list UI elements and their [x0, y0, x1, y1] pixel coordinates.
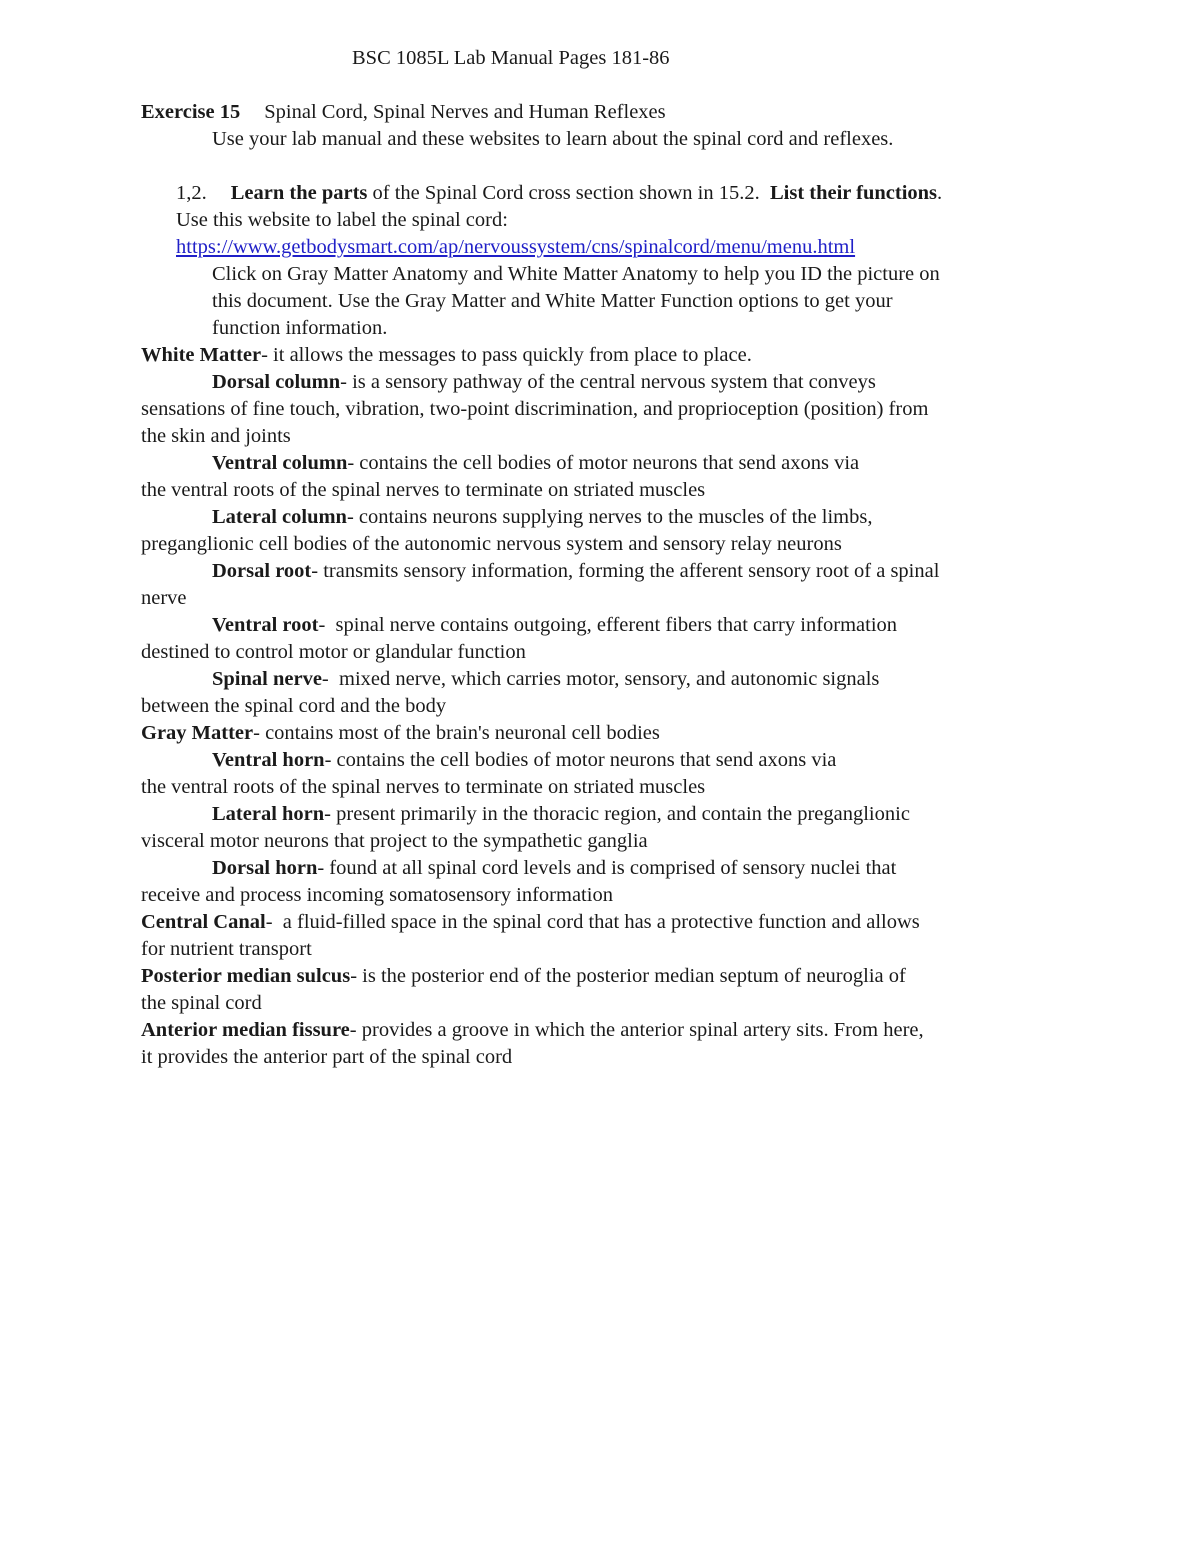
term-label: Ventral root	[212, 614, 319, 636]
term-definition-cont: the ventral roots of the spinal nerves to terminate on striated muscles	[141, 479, 706, 501]
term-definition: - contains neurons supplying nerves to the muscles of the limbs,	[346, 506, 873, 528]
term-label: Central Canal	[141, 911, 266, 933]
term-label: Dorsal horn	[212, 857, 318, 879]
anterior-fissure-entry	[141, 1017, 924, 1044]
task-click-1: Click on Gray Matter Anatomy and White Matter Anatomy to help you ID the picture on	[212, 263, 940, 285]
term-definition: - is the posterior end of the posterior median septum of neuroglia of	[350, 965, 906, 987]
term-definition-cont: the spinal cord	[141, 992, 262, 1014]
term-label: Ventral column	[212, 452, 348, 474]
term-definition-cont: sensations of fine touch, vibration, two-point discrimination, and proprioception (position) from	[141, 398, 929, 420]
lateral-column-entry	[212, 504, 872, 531]
term-definition: - provides a groove in which the anterior spinal artery sits. From here,	[349, 1019, 924, 1041]
term-label: Lateral column	[212, 506, 347, 528]
spinal-cord-link[interactable]: https://www.getbodysmart.com/ap/nervoussystem/cns/spinalcord/menu/menu.html	[176, 236, 856, 258]
task-line	[176, 180, 942, 207]
term-definition-cont: it provides the anterior part of the spinal cord	[141, 1046, 513, 1068]
term-definition-cont: preganglionic cell bodies of the autonomic nervous system and sensory relay neurons	[141, 533, 842, 555]
term-label: White Matter	[141, 344, 262, 366]
ventral-horn-entry	[212, 747, 836, 774]
term-definition: - present primarily in the thoracic region, and contain the preganglionic	[324, 803, 910, 825]
ventral-column-entry	[212, 450, 859, 477]
task-click-2: this document. Use the Gray Matter and White Matter Function options to get your	[212, 290, 893, 312]
term-definition-cont: for nutrient transport	[141, 938, 312, 960]
central-canal-entry	[141, 909, 920, 936]
term-definition-cont: receive and process incoming somatosensory information	[141, 884, 613, 906]
task-number: 1,2.	[176, 182, 207, 204]
page-header-title: BSC 1085L Lab Manual Pages 181-86	[352, 47, 670, 69]
task-click-3: function information.	[212, 317, 388, 339]
spinal-nerve-entry	[212, 666, 879, 693]
term-label: Ventral horn	[212, 749, 325, 771]
term-definition-cont: the ventral roots of the spinal nerves to terminate on striated muscles	[141, 776, 706, 798]
dorsal-root-entry	[212, 558, 939, 585]
task-list-end: .	[937, 182, 943, 204]
exercise-title: Spinal Cord, Spinal Nerves and Human Reflexes	[264, 101, 666, 123]
term-definition: - it allows the messages to pass quickly from place to place.	[261, 344, 752, 366]
term-definition: - mixed nerve, which carries motor, sensory, and autonomic signals	[321, 668, 880, 690]
task-use-site: Use this website to label the spinal cord:	[176, 209, 508, 231]
term-definition-cont: nerve	[141, 587, 187, 609]
term-definition: - found at all spinal cord levels and is comprised of sensory nuclei that	[317, 857, 897, 879]
term-definition: - a fluid-filled space in the spinal cord that has a protective function and allows	[265, 911, 920, 933]
gray-matter-entry	[141, 720, 660, 747]
term-definition-cont: destined to control motor or glandular function	[141, 641, 526, 663]
task-learn-bold: Learn the parts	[230, 182, 368, 204]
term-label: Lateral horn	[212, 803, 325, 825]
term-label: Spinal nerve	[212, 668, 322, 690]
exercise-heading	[141, 99, 666, 126]
posterior-sulcus-entry	[141, 963, 906, 990]
task-learn-rest: of the Spinal Cord cross section shown in 15.2.	[367, 182, 770, 204]
task-list-bold: List their functions	[769, 182, 938, 204]
term-definition: - spinal nerve contains outgoing, efferent fibers that carry information	[318, 614, 898, 636]
dorsal-column-entry	[212, 369, 876, 396]
exercise-label: Exercise 15	[141, 101, 241, 123]
term-definition: - contains the cell bodies of motor neurons that send axons via	[324, 749, 837, 771]
ventral-root-entry	[212, 612, 897, 639]
term-label: Posterior median sulcus	[141, 965, 351, 987]
term-definition: - contains the cell bodies of motor neurons that send axons via	[347, 452, 860, 474]
term-definition: - is a sensory pathway of the central nervous system that conveys	[340, 371, 876, 393]
lateral-horn-entry	[212, 801, 910, 828]
term-definition: - transmits sensory information, forming the afferent sensory root of a spinal	[311, 560, 940, 582]
term-label: Anterior median fissure	[141, 1019, 350, 1041]
term-definition-cont: between the spinal cord and the body	[141, 695, 447, 717]
term-label: Dorsal root	[212, 560, 312, 582]
term-definition-cont: visceral motor neurons that project to the sympathetic ganglia	[141, 830, 648, 852]
white-matter-entry	[141, 342, 752, 369]
exercise-intro: Use your lab manual and these websites to learn about the spinal cord and reflexes.	[212, 128, 894, 150]
term-definition-cont: the skin and joints	[141, 425, 291, 447]
term-label: Dorsal column	[212, 371, 341, 393]
dorsal-horn-entry	[212, 855, 896, 882]
term-label: Gray Matter	[141, 722, 254, 744]
term-definition: - contains most of the brain's neuronal cell bodies	[253, 722, 660, 744]
